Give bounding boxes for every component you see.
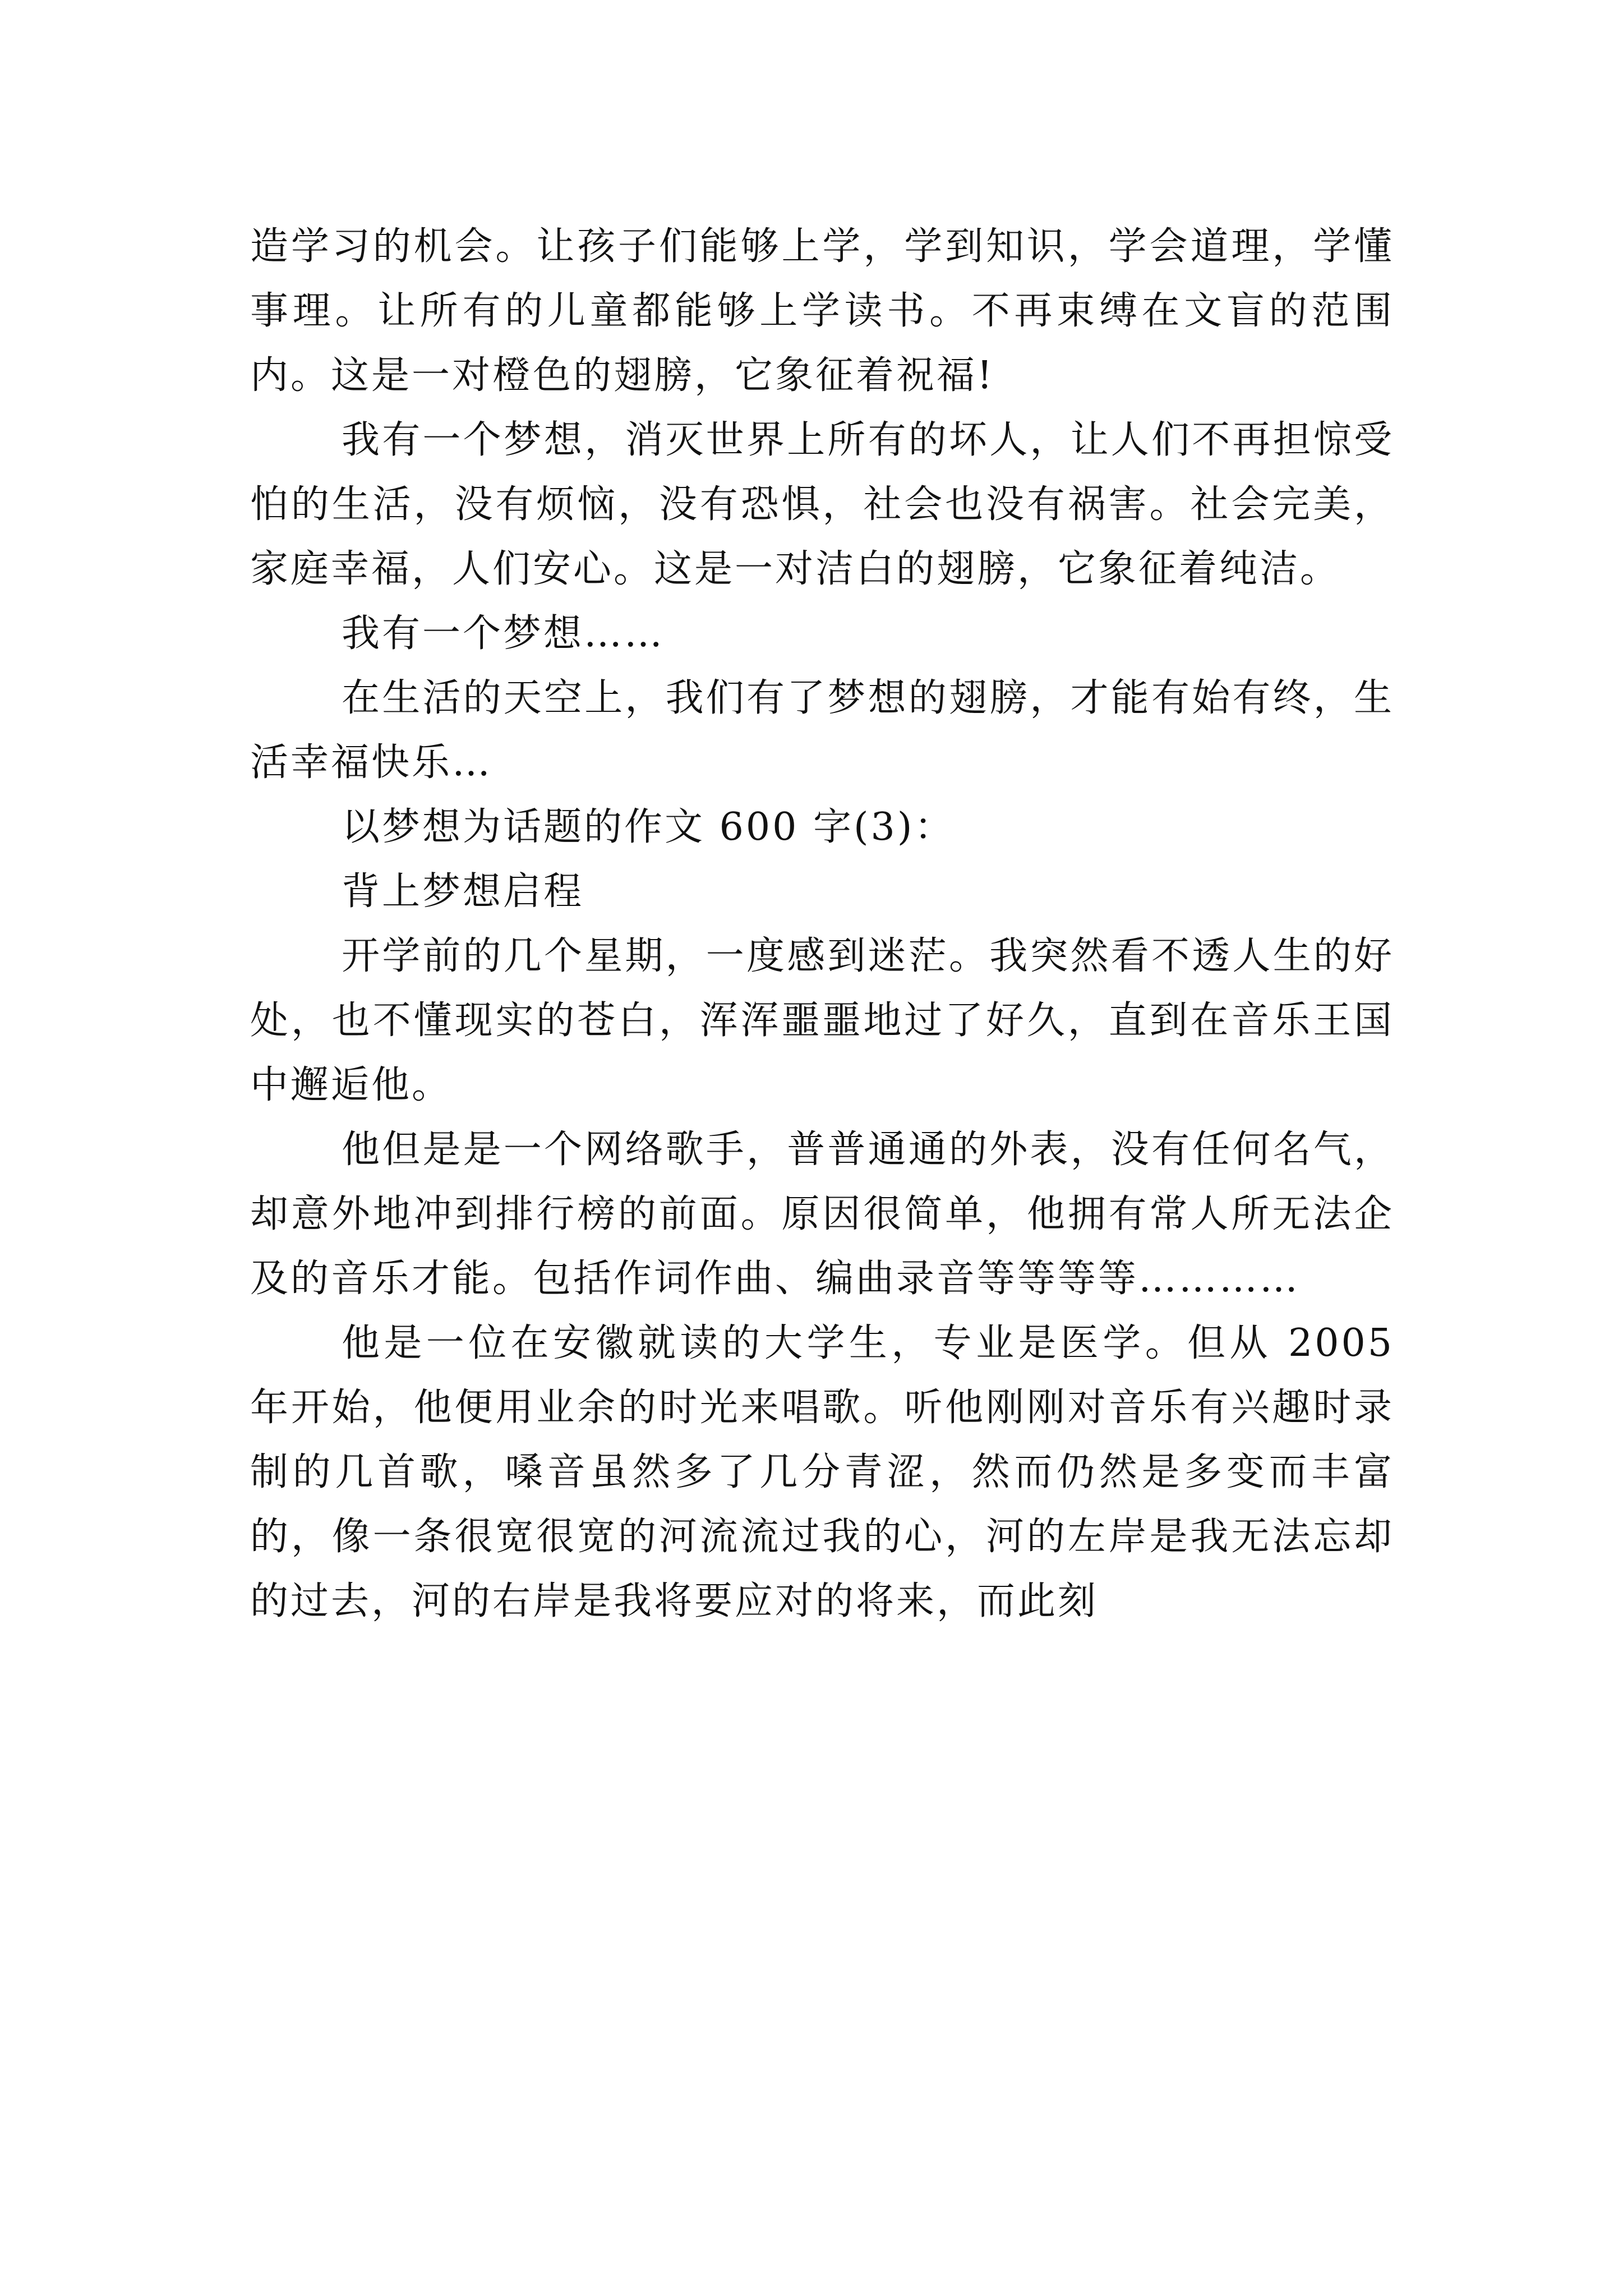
paragraph-9: 他是一位在安徽就读的大学生，专业是医学。但从 2005 年开始，他便用业余的时光来唱歌。听他刚刚对音乐有兴趣时录制的几首歌，嗓音虽然多了几分青涩，然而仍然是多变而丰富的，像一条很宽很宽的河流流过我的心，河的左岸是我无法忘却的过去，河的右岸是我将要应对的将来，而此刻 xyxy=(250,1321,1394,1623)
essay-title: 背上梦想启程 xyxy=(342,869,584,914)
paragraph-7: 开学前的几个星期，一度感到迷茫。我突然看不透人生的好处，也不懂现实的苍白，浑浑噩噩地过了好久，直到在音乐王国中邂逅他。 xyxy=(250,934,1394,1107)
document-body xyxy=(250,214,1394,1634)
essay-heading: 以梦想为话题的作文 600 字(3)： xyxy=(342,805,955,849)
paragraph-1: 造学习的机会。让孩子们能够上学，学到知识，学会道理，学懂事理。让所有的儿童都能够上学读书。不再束缚在文盲的范围内。这是一对橙色的翅膀，它象征着祝福! xyxy=(250,224,1394,398)
paragraph-8: 他但是是一个网络歌手，普普通通的外表，没有任何名气，却意外地冲到排行榜的前面。原因很简单，他拥有常人所无法企及的音乐才能。包括作词作曲、编曲录音等等等等………… xyxy=(250,1128,1394,1301)
paragraph-2: 我有一个梦想，消灭世界上所有的坏人，让人们不再担惊受怕的生活，没有烦恼，没有恐惧，社会也没有祸害。社会完美，家庭幸福，人们安心。这是一对洁白的翅膀，它象征着纯洁。 xyxy=(250,418,1394,591)
paragraph-4: 在生活的天空上，我们有了梦想的翅膀，才能有始有终，生活幸福快乐… xyxy=(250,676,1394,785)
paragraph-3: 我有一个梦想…… xyxy=(342,611,665,656)
